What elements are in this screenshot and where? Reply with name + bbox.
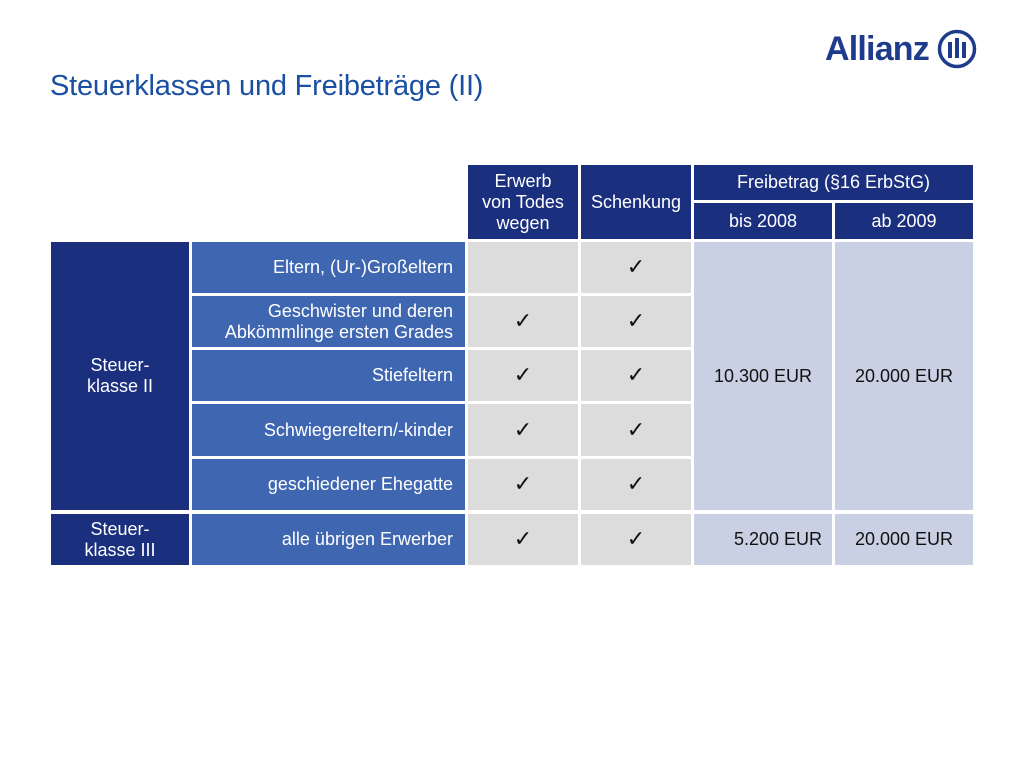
freibetrag-iii-bis-2008: 5.200 EUR	[694, 514, 832, 565]
erwerb-check-ehegatte: ✓	[468, 459, 578, 510]
schenkung-check-eltern: ✓	[581, 242, 691, 293]
header-ab-2009: ab 2009	[835, 203, 973, 239]
steuerklasse-ii-label: Steuer- klasse II	[51, 242, 189, 510]
page-title: Steuerklassen und Freibeträge (II)	[50, 70, 484, 102]
schenkung-check-schwiegereltern: ✓	[581, 404, 691, 456]
freibetrag-ii-ab-2009: 20.000 EUR	[835, 242, 973, 510]
recipient-stiefeltern: Stiefeltern	[192, 350, 465, 401]
header-schenkung: Schenkung	[581, 165, 691, 239]
schenkung-check-stiefeltern: ✓	[581, 350, 691, 401]
schenkung-check-uebrige: ✓	[581, 514, 691, 565]
recipient-schwiegereltern: Schwiegereltern/-kinder	[192, 404, 465, 456]
recipient-geschiedener-ehegatte: geschiedener Ehegatte	[192, 459, 465, 510]
erwerb-check-uebrige: ✓	[468, 514, 578, 565]
freibetrag-iii-ab-2009: 20.000 EUR	[835, 514, 973, 565]
erwerb-check-eltern	[468, 242, 578, 293]
allianz-eagle-logo-icon	[937, 29, 977, 69]
freibetrag-ii-bis-2008: 10.300 EUR	[694, 242, 832, 510]
erwerb-check-stiefeltern: ✓	[468, 350, 578, 401]
header-bis-2008: bis 2008	[694, 203, 832, 239]
recipient-eltern: Eltern, (Ur-)Großeltern	[192, 242, 465, 293]
steuerklasse-iii-label: Steuer- klasse III	[51, 514, 189, 565]
erwerb-check-schwiegereltern: ✓	[468, 404, 578, 456]
erwerb-check-geschwister: ✓	[468, 296, 578, 347]
recipient-alle-uebrigen: alle übrigen Erwerber	[192, 514, 465, 565]
header-freibetrag: Freibetrag (§16 ErbStG)	[694, 165, 973, 200]
header-erwerb: Erwerb von Todes wegen	[468, 165, 578, 239]
recipient-geschwister: Geschwister und deren Abkömmlinge ersten Grades	[192, 296, 465, 347]
allianz-logo	[825, 28, 977, 70]
logo-text: Allianz	[825, 29, 929, 68]
schenkung-check-geschwister: ✓	[581, 296, 691, 347]
schenkung-check-ehegatte: ✓	[581, 459, 691, 510]
